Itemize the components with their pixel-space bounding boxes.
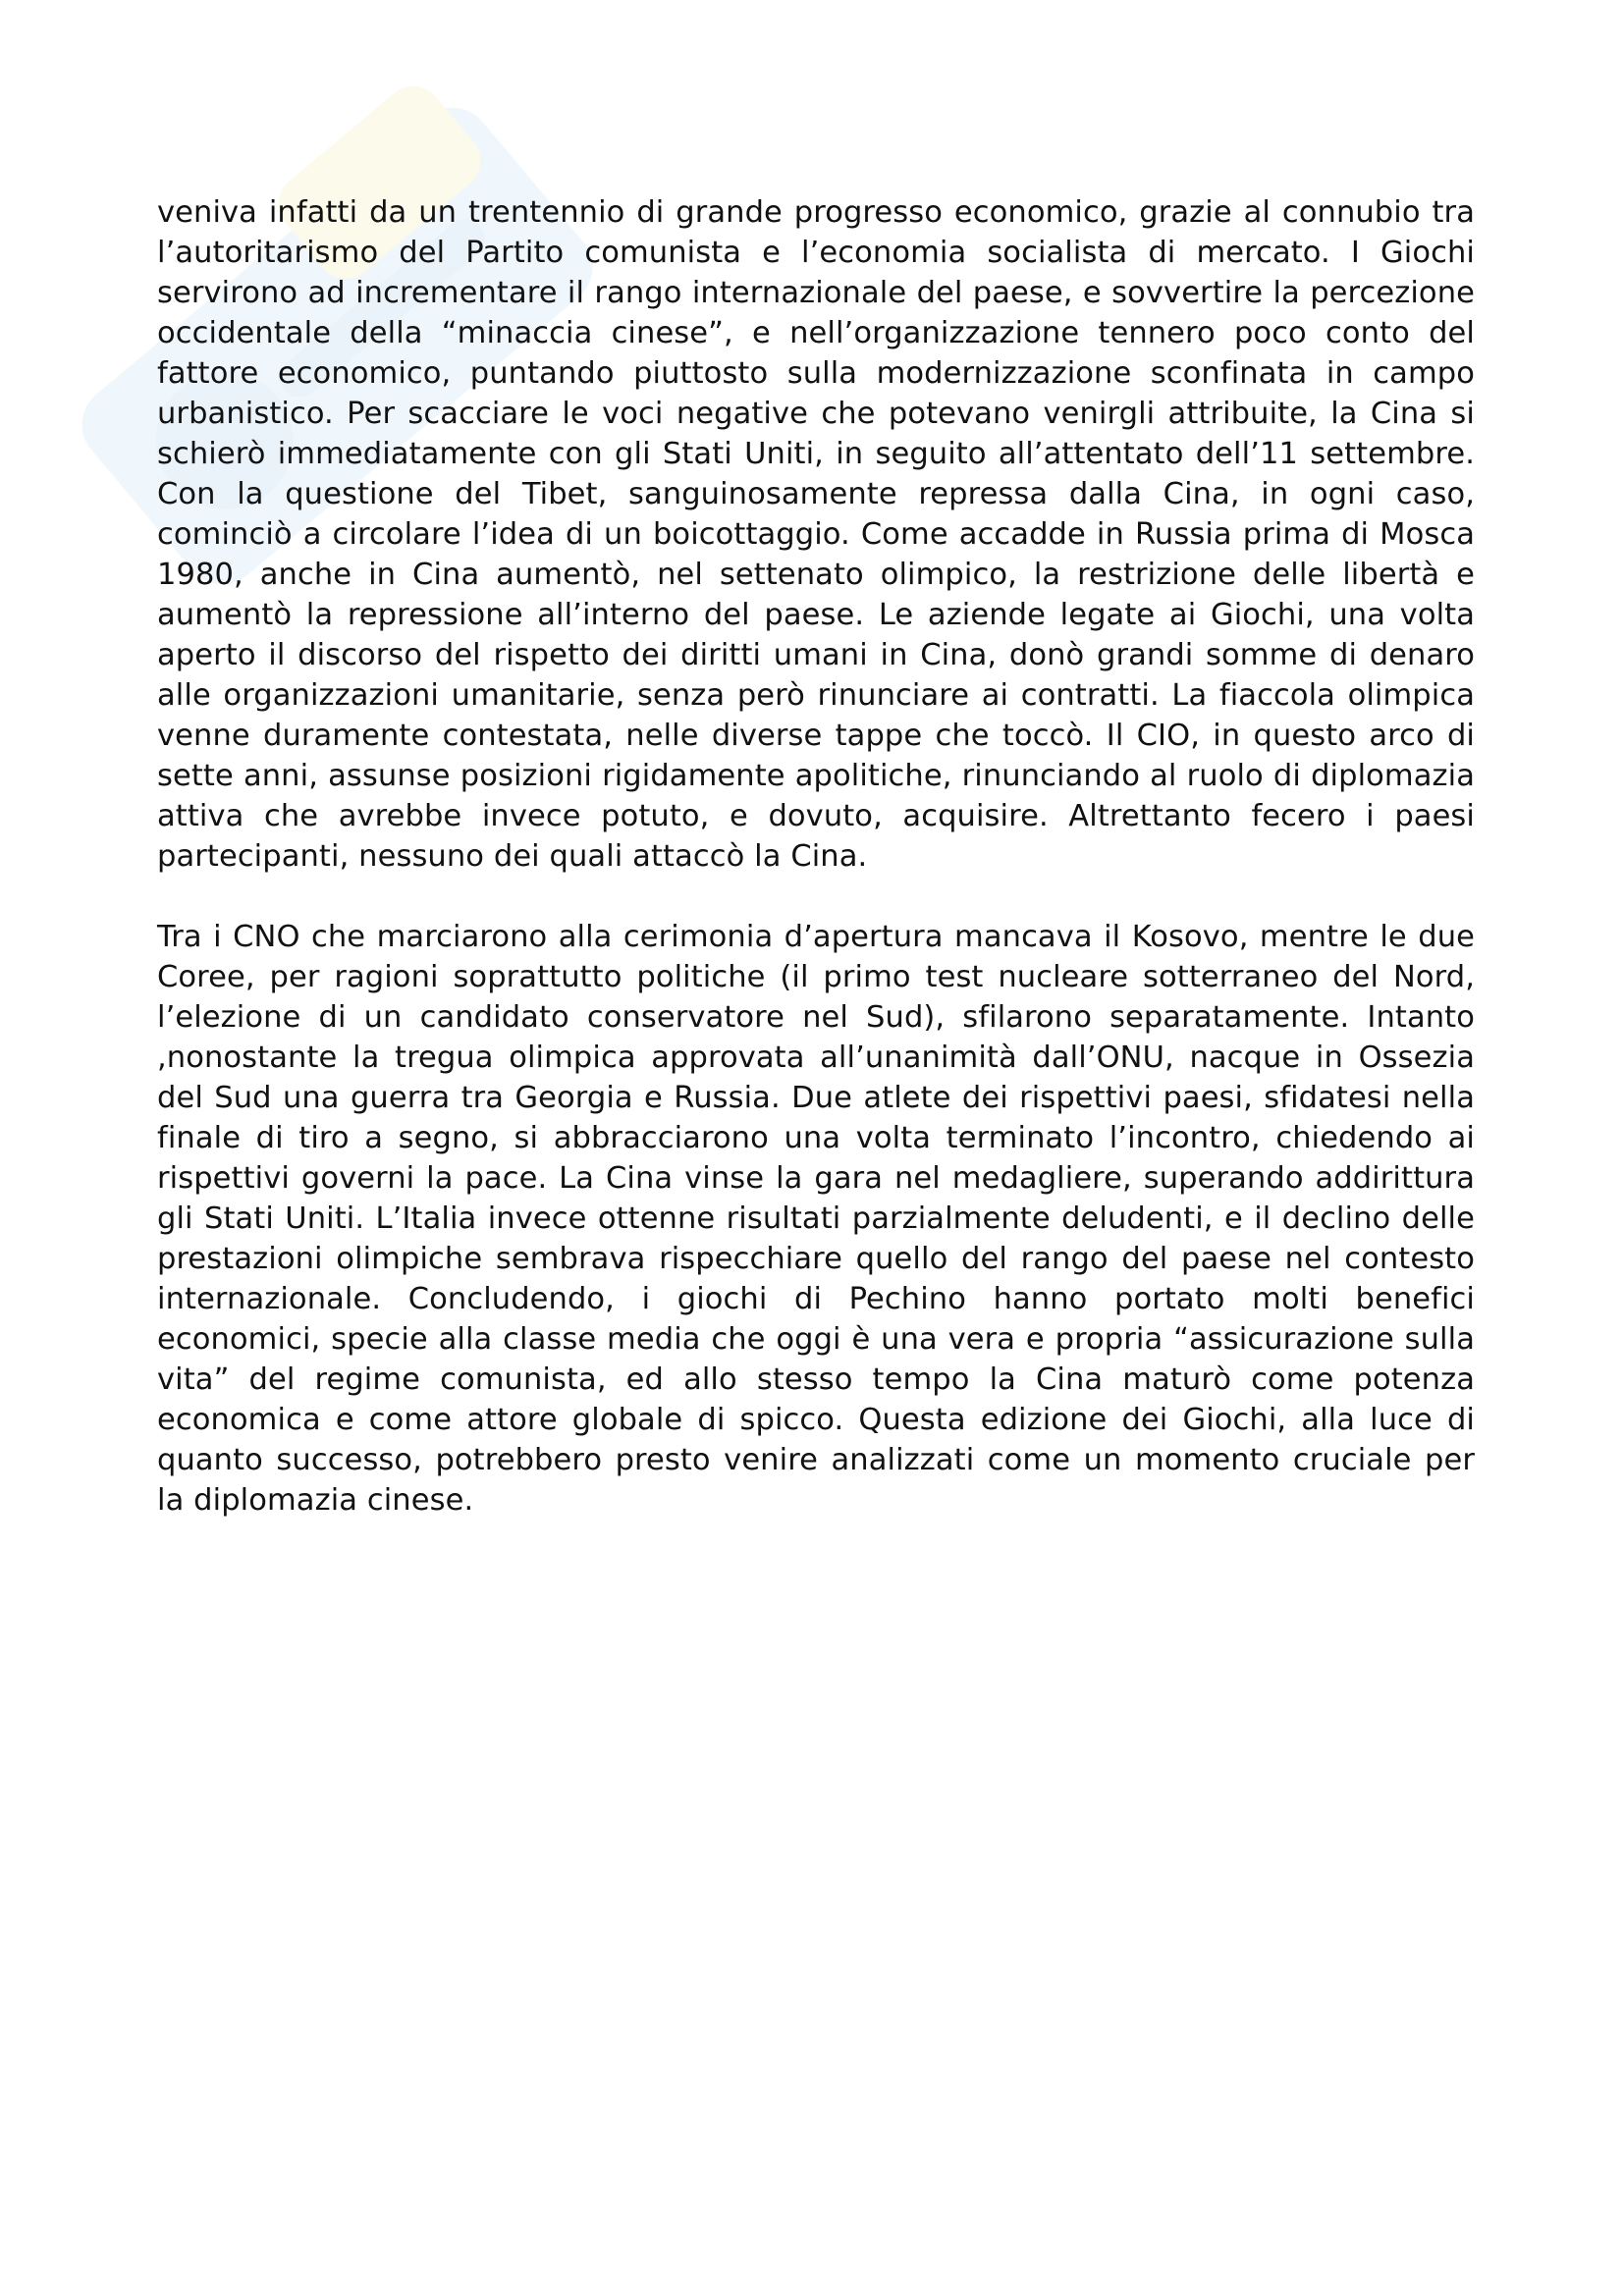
paragraph-2: Tra i CNO che marciarono alla cerimonia d’apertura mancava il Kosovo, mentre le due Coree, per ragioni soprattutto politiche (il primo test nucleare sotterraneo del Nord, l’elezione di un candidato conservatore nel Sud), sfilarono separatamente. Intanto ,nonostante la tregua olimpica approvata all’unanimità dall’ONU, nacque in Ossezia del Sud una guerra tra Georgia e Russia. Due atlete dei rispettivi paesi, sfidatesi nella finale di tiro a segno, si abbracciarono una volta terminato l’incontro, chiedendo ai rispettivi governi la pace. La Cina vinse la gara nel medagliere, superando addirittura gli Stati Uniti. L’Italia invece ottenne risultati parzialmente deludenti, e il declino delle prestazioni olimpiche sembrava rispecchiare quello del rango del paese nel contesto internazionale. Concludendo, i giochi di Pechino hanno portato molti benefici economici, specie alla classe media che oggi è una vera e propria “assicurazione sulla vita” del regime comunista, ed allo stesso tempo la Cina maturò come potenza economica e come attore globale di spicco. Questa edizione dei Giochi, alla luce di quanto successo, potrebbero presto venire analizzati come un momento cruciale per la diplomazia cinese. [157,920,1475,1518]
paragraph-1: veniva infatti da un trentennio di grande progresso economico, grazie al connubio tra l’autoritarismo del Partito comunista e l’economia socialista di mercato. I Giochi servirono ad incrementare il rango internazionale del paese, e sovvertire la percezione occidentale della “minaccia cinese”, e nell’organizzazione tennero poco conto del fattore economico, puntando piuttosto sulla modernizzazione sconfinata in campo urbanistico. Per scacciare le voci negative che potevano venirgli attribuite, la Cina si schierò immediatamente con gli Stati Uniti, in seguito all’attentato dell’11 settembre. Con la questione del Tibet, sanguinosamente repressa dalla Cina, in ogni caso, cominciò a circolare l’idea di un boicottaggio. Come accadde in Russia prima di Mosca 1980, anche in Cina aumentò, nel settenato olimpico, la restrizione delle libertà e aumentò la repressione all’interno del paese. Le aziende legate ai Giochi, una volta aperto il discorso del rispetto dei diritti umani in Cina, donò grandi somme di denaro alle organizzazioni umanitarie, senza però rinunciare ai contratti. La fiaccola olimpica venne duramente contestata, nelle diverse tappe che toccò. Il CIO, in questo arco di sette anni, assunse posizioni rigidamente apolitiche, rinunciando al ruolo di diplomazia attiva che avrebbe invece potuto, e dovuto, acquisire. Altrettanto fecero i paesi partecipanti, nessuno dei quali attaccò la Cina. [157,195,1475,874]
document-body [157,192,1475,1561]
